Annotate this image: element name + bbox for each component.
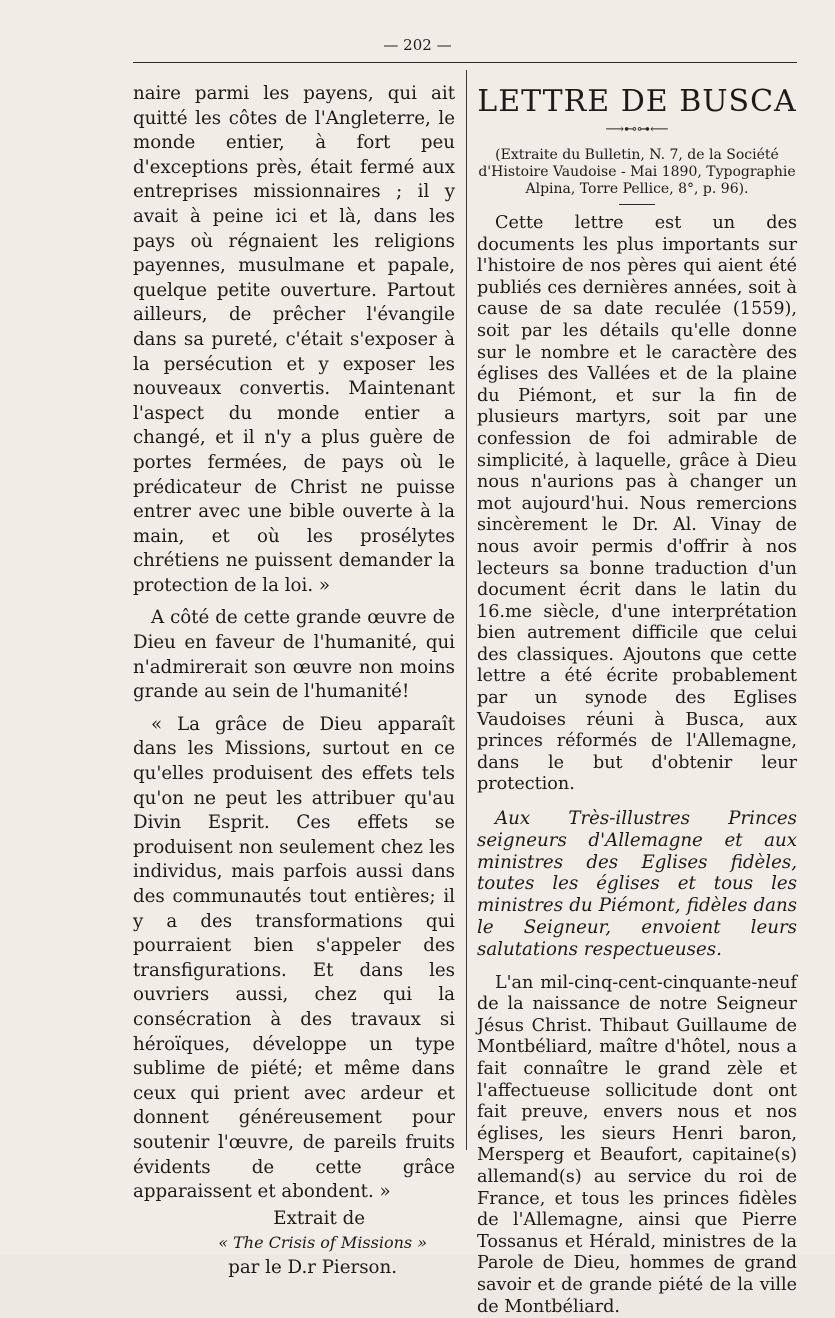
column-divider (466, 70, 467, 1150)
paragraph-missions-quote-end: naire parmi les payens, qui ait quitté les côtes de l'Angleterre, le monde entier, à fort peu d'exceptions près, était fermé aux entreprises missionnaires ; il y avait à peine ici et là, dans les pays où régnaient les religions payennes, musulmane et papale, quelque petite ouverture. Partout ailleurs, de prêcher l'évangile dans sa pureté, c'était s'exposer à la persécution et y exposer les nouveaux convertis. Maintenant l'aspect du monde entier a changé, et il n'y a plus guère de portes fermées, de pays où le prédicateur de Christ ne puisse entrer avec une bible ouverte à la main, et où les prosélytes chrétiens ne puissent demander la protection de la loi. » (133, 83, 455, 596)
paragraph-grace-de-dieu: « La grâce de Dieu apparaît dans les Missions, surtout en ce qu'elles produisent des effets tels qu'on ne peut les attribuer qu'au Divin Esprit. Ces effets se produisent non seulement chez les individus, mais parfois aussi dans des communautés tout entières; il y a des transformations qui pourraient bien s'appeler des transfigurations. Et dans les ouvriers aussi, chez qui la consécration à des travaux si héroïques, développe un type sublime de piété; et même dans ceux qui prient avec ardeur et donnent généreusement pour soutenir l'œuvre, de pareils fruits évidents de cette grâce apparaissent et abondent. » (133, 713, 455, 1203)
right-column (477, 85, 797, 1318)
header-rule (133, 62, 797, 63)
short-rule (619, 204, 655, 205)
source-title: « The Crisis of Missions » (218, 1233, 427, 1253)
source-citation (133, 1207, 455, 1281)
paragraph-grande-oeuvre: A côté de cette grande œuvre de Dieu en faveur de l'humanité, qui n'admirerait son œuvre non moins grande au sein de l'humanité! (133, 607, 455, 703)
source-author: par le D.r Pierson. (228, 1256, 397, 1278)
source-extrait: Extrait de (273, 1207, 365, 1229)
ornament-divider: ⟶⊷⊶⟵ (605, 122, 669, 137)
left-column (133, 82, 455, 1281)
article-title: LETTRE DE BUSCA (477, 84, 797, 119)
paragraph-intro: Cette lettre est un des documents les plus importants sur l'histoire de nos pères qui aient été publiés ces dernières années, soit à cause de sa date reculée (1559), soit par les détails qu'elle donne sur le nombre et le caractère des églises des Vallées et de la plaine du Piémont, et sur la fin de plusieurs martyrs, soit par une confession de foi admirable de simplicité, à laquelle, grâce à Dieu nous n'aurions pas à changer un mot aujourd'hui. Nous remercions sincèrement le Dr. Al. Vinay de nous avoir permis d'offrir à nos lecteurs sa bonne traduction d'un document écrit dans le latin du 16.me siècle, d'une interprétation bien autrement difficile que celui des classiques. Ajoutons que cette lettre a été écrite probablement par un synode des Eglises Vaudoises réuni à Busca, aux princes réformés de l'Allemagne, dans le but d'obtenir leur protection. (477, 213, 797, 795)
article-subtitle: (Extraite du Bulletin, N. 7, de la Société d'Histoire Vaudoise - Mai 1890, Typographie Alpina, Torre Pellice, 8°, p. 96). (478, 147, 796, 197)
paragraph-address: Aux Très-illustres Princes seigneurs d'Allemagne et aux ministres des Eglises fidèles, toutes les églises et tous les ministres du Piémont, fidèles dans le Seigneur, envoient leurs salutations respectueuses. (477, 808, 797, 960)
paragraph-letter: L'an mil-cinq-cent-cinquante-neuf de la naissance de notre Seigneur Jésus Christ. Thibaut Guillaume de Montbéliard, maître d'hôtel, nous a fait connaître le grand zèle et l'affectueuse sollicitude dont ont fait preuve, envers nous et nos églises, les sieurs Henri baron, Mersperg et Beaufort, capitaine(s) allemand(s) au service du roi de France, et tous les princes fidèles de l'Allemagne, ainsi que Pierre Tossanus et Hérald, ministres de la Parole de Dieu, hommes de grand savoir et de grande piété de la ville de Montbéliard. (477, 972, 797, 1317)
page-number: — 202 — (383, 36, 452, 54)
